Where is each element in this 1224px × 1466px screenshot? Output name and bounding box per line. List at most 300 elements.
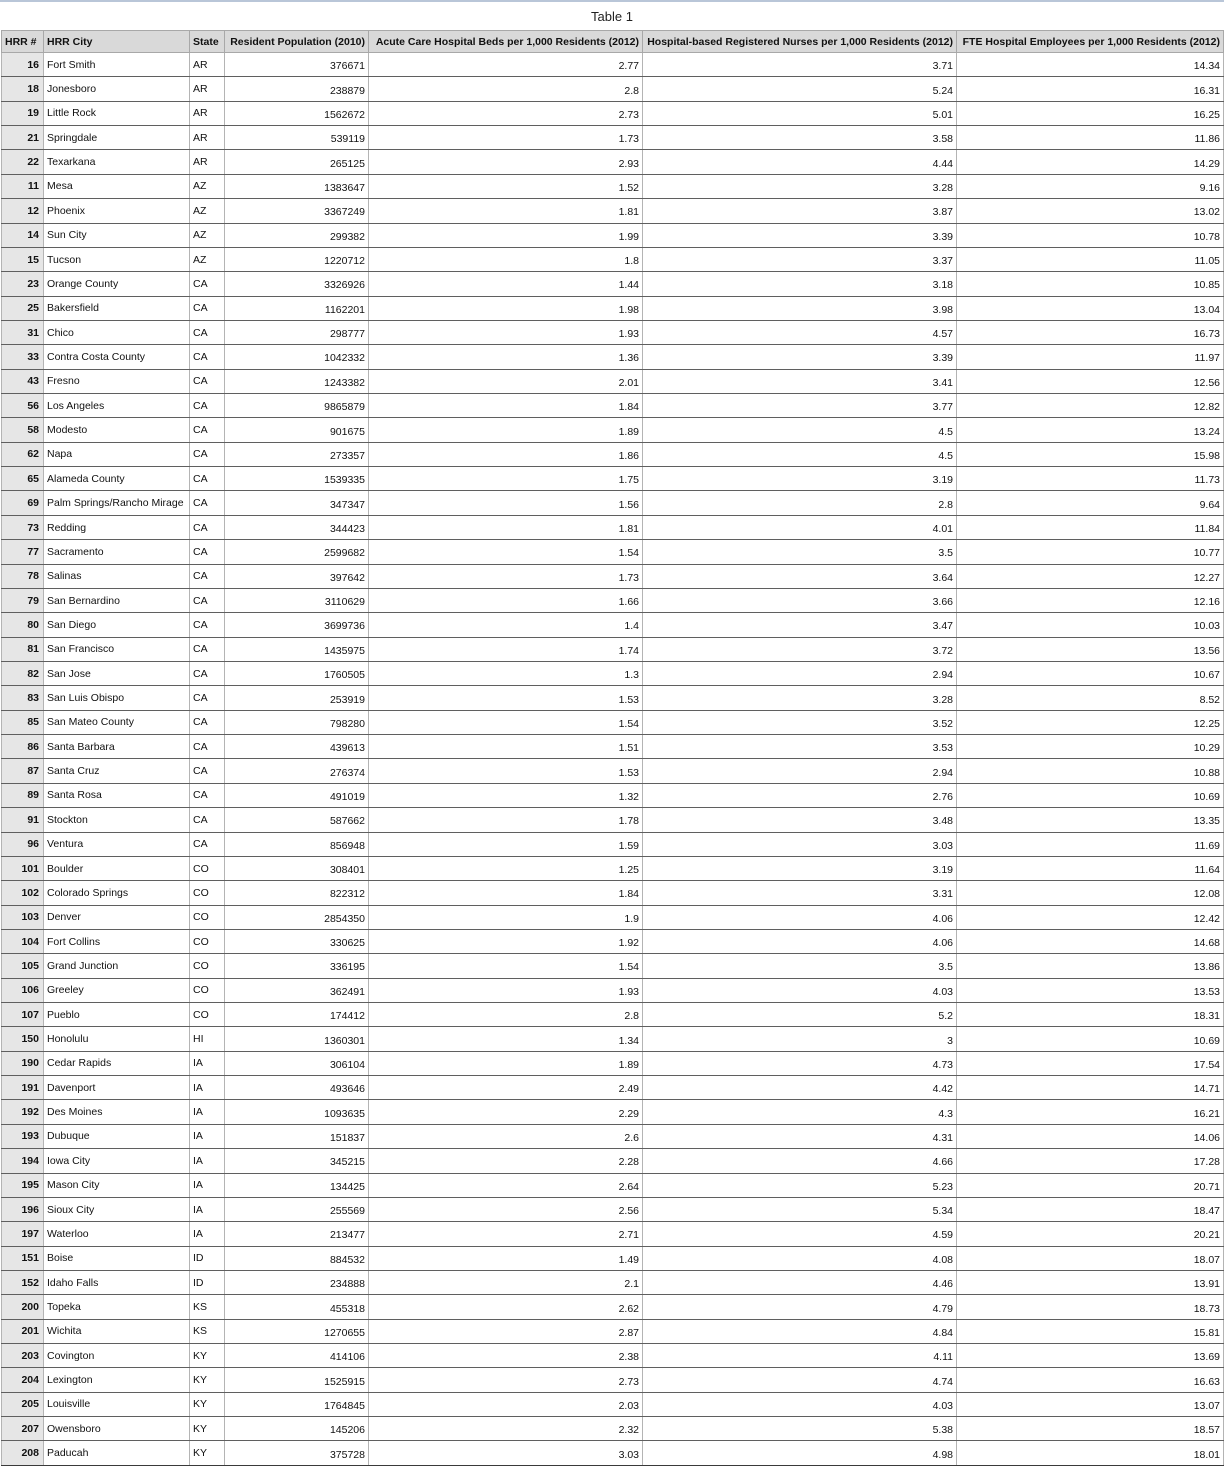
state-cell[interactable]: KY — [190, 1441, 225, 1465]
hrr-number-cell[interactable]: 208 — [2, 1441, 44, 1465]
hrr-number-cell[interactable]: 18 — [2, 77, 44, 101]
population-cell[interactable]: 1764845 — [225, 1392, 369, 1416]
hrr-number-cell[interactable]: 195 — [2, 1173, 44, 1197]
employees-cell[interactable]: 10.85 — [957, 272, 1224, 296]
beds-cell[interactable]: 1.34 — [369, 1027, 643, 1051]
col-header-hrr-number[interactable]: HRR # — [2, 31, 44, 53]
hrr-number-cell[interactable]: 58 — [2, 418, 44, 442]
employees-cell[interactable]: 15.98 — [957, 442, 1224, 466]
beds-cell[interactable]: 1.74 — [369, 637, 643, 661]
state-cell[interactable]: AR — [190, 101, 225, 125]
beds-cell[interactable]: 1.81 — [369, 515, 643, 539]
hrr-city-cell[interactable]: Mesa — [44, 174, 190, 198]
employees-cell[interactable]: 14.29 — [957, 150, 1224, 174]
employees-cell[interactable]: 9.64 — [957, 491, 1224, 515]
table-row[interactable] — [2, 1076, 1224, 1100]
state-cell[interactable]: IA — [190, 1197, 225, 1221]
beds-cell[interactable]: 1.92 — [369, 929, 643, 953]
employees-cell[interactable]: 14.34 — [957, 53, 1224, 77]
population-cell[interactable]: 238879 — [225, 77, 369, 101]
nurses-cell[interactable]: 5.34 — [643, 1197, 957, 1221]
hrr-number-cell[interactable]: 15 — [2, 247, 44, 271]
population-cell[interactable]: 3110629 — [225, 588, 369, 612]
table-row[interactable] — [2, 1124, 1224, 1148]
employees-cell[interactable]: 11.05 — [957, 247, 1224, 271]
state-cell[interactable]: CA — [190, 467, 225, 491]
hrr-number-cell[interactable]: 204 — [2, 1368, 44, 1392]
table-row[interactable] — [2, 637, 1224, 661]
nurses-cell[interactable]: 4.42 — [643, 1076, 957, 1100]
beds-cell[interactable]: 2.87 — [369, 1319, 643, 1343]
state-cell[interactable]: CO — [190, 978, 225, 1002]
beds-cell[interactable]: 1.32 — [369, 783, 643, 807]
beds-cell[interactable]: 1.73 — [369, 564, 643, 588]
population-cell[interactable]: 439613 — [225, 735, 369, 759]
hrr-number-cell[interactable]: 56 — [2, 394, 44, 418]
population-cell[interactable]: 1220712 — [225, 247, 369, 271]
nurses-cell[interactable]: 3.19 — [643, 467, 957, 491]
state-cell[interactable]: CA — [190, 515, 225, 539]
population-cell[interactable]: 1042332 — [225, 345, 369, 369]
state-cell[interactable]: CA — [190, 369, 225, 393]
state-cell[interactable]: CO — [190, 856, 225, 880]
population-cell[interactable]: 455318 — [225, 1295, 369, 1319]
col-header-hrr-city[interactable]: HRR City — [44, 31, 190, 53]
hrr-city-cell[interactable]: Lexington — [44, 1368, 190, 1392]
state-cell[interactable]: CO — [190, 881, 225, 905]
nurses-cell[interactable]: 3.37 — [643, 247, 957, 271]
employees-cell[interactable]: 13.07 — [957, 1392, 1224, 1416]
nurses-cell[interactable]: 3.66 — [643, 588, 957, 612]
nurses-cell[interactable]: 4.06 — [643, 929, 957, 953]
hrr-number-cell[interactable]: 197 — [2, 1222, 44, 1246]
beds-cell[interactable]: 1.84 — [369, 881, 643, 905]
table-row[interactable] — [2, 808, 1224, 832]
hrr-city-cell[interactable]: Des Moines — [44, 1100, 190, 1124]
population-cell[interactable]: 397642 — [225, 564, 369, 588]
hrr-number-cell[interactable]: 69 — [2, 491, 44, 515]
table-row[interactable] — [2, 905, 1224, 929]
table-row[interactable] — [2, 150, 1224, 174]
beds-cell[interactable]: 2.1 — [369, 1270, 643, 1294]
table-row[interactable] — [2, 418, 1224, 442]
table-row[interactable] — [2, 1149, 1224, 1173]
nurses-cell[interactable]: 5.38 — [643, 1417, 957, 1441]
employees-cell[interactable]: 18.57 — [957, 1417, 1224, 1441]
employees-cell[interactable]: 18.01 — [957, 1441, 1224, 1465]
nurses-cell[interactable]: 3.87 — [643, 199, 957, 223]
state-cell[interactable]: CO — [190, 954, 225, 978]
hrr-city-cell[interactable]: Cedar Rapids — [44, 1051, 190, 1075]
employees-cell[interactable]: 13.53 — [957, 978, 1224, 1002]
beds-cell[interactable]: 1.75 — [369, 467, 643, 491]
table-row[interactable] — [2, 369, 1224, 393]
nurses-cell[interactable]: 3.53 — [643, 735, 957, 759]
population-cell[interactable]: 3367249 — [225, 199, 369, 223]
table-row[interactable] — [2, 394, 1224, 418]
employees-cell[interactable]: 10.29 — [957, 735, 1224, 759]
table-row[interactable] — [2, 467, 1224, 491]
population-cell[interactable]: 1435975 — [225, 637, 369, 661]
state-cell[interactable]: CA — [190, 661, 225, 685]
hrr-city-cell[interactable]: Little Rock — [44, 101, 190, 125]
hrr-number-cell[interactable]: 22 — [2, 150, 44, 174]
population-cell[interactable]: 539119 — [225, 126, 369, 150]
hrr-city-cell[interactable]: Jonesboro — [44, 77, 190, 101]
hrr-city-cell[interactable]: San Francisco — [44, 637, 190, 661]
population-cell[interactable]: 265125 — [225, 150, 369, 174]
nurses-cell[interactable]: 5.01 — [643, 101, 957, 125]
beds-cell[interactable]: 1.89 — [369, 1051, 643, 1075]
nurses-cell[interactable]: 3.58 — [643, 126, 957, 150]
state-cell[interactable]: IA — [190, 1124, 225, 1148]
hrr-number-cell[interactable]: 89 — [2, 783, 44, 807]
beds-cell[interactable]: 1.9 — [369, 905, 643, 929]
table-row[interactable] — [2, 515, 1224, 539]
population-cell[interactable]: 822312 — [225, 881, 369, 905]
nurses-cell[interactable]: 3.64 — [643, 564, 957, 588]
hrr-city-cell[interactable]: Pueblo — [44, 1003, 190, 1027]
nurses-cell[interactable]: 4.11 — [643, 1344, 957, 1368]
table-row[interactable] — [2, 296, 1224, 320]
beds-cell[interactable]: 1.53 — [369, 759, 643, 783]
nurses-cell[interactable]: 4.79 — [643, 1295, 957, 1319]
employees-cell[interactable]: 14.71 — [957, 1076, 1224, 1100]
beds-cell[interactable]: 2.49 — [369, 1076, 643, 1100]
population-cell[interactable]: 1243382 — [225, 369, 369, 393]
hrr-number-cell[interactable]: 25 — [2, 296, 44, 320]
table-row[interactable] — [2, 320, 1224, 344]
state-cell[interactable]: CA — [190, 418, 225, 442]
state-cell[interactable]: HI — [190, 1027, 225, 1051]
beds-cell[interactable]: 2.62 — [369, 1295, 643, 1319]
employees-cell[interactable]: 10.69 — [957, 783, 1224, 807]
hrr-number-cell[interactable]: 151 — [2, 1246, 44, 1270]
hrr-city-cell[interactable]: San Bernardino — [44, 588, 190, 612]
table-row[interactable] — [2, 1270, 1224, 1294]
population-cell[interactable]: 798280 — [225, 710, 369, 734]
nurses-cell[interactable]: 4.08 — [643, 1246, 957, 1270]
hrr-city-cell[interactable]: Sioux City — [44, 1197, 190, 1221]
hrr-city-cell[interactable]: Idaho Falls — [44, 1270, 190, 1294]
hrr-number-cell[interactable]: 91 — [2, 808, 44, 832]
hrr-city-cell[interactable]: Dubuque — [44, 1124, 190, 1148]
state-cell[interactable]: KY — [190, 1417, 225, 1441]
nurses-cell[interactable]: 3.72 — [643, 637, 957, 661]
table-row[interactable] — [2, 588, 1224, 612]
beds-cell[interactable]: 1.36 — [369, 345, 643, 369]
hrr-city-cell[interactable]: Davenport — [44, 1076, 190, 1100]
population-cell[interactable]: 1562672 — [225, 101, 369, 125]
employees-cell[interactable]: 18.31 — [957, 1003, 1224, 1027]
hrr-number-cell[interactable]: 190 — [2, 1051, 44, 1075]
hrr-number-cell[interactable]: 80 — [2, 613, 44, 637]
nurses-cell[interactable]: 4.5 — [643, 442, 957, 466]
hrr-city-cell[interactable]: Boise — [44, 1246, 190, 1270]
employees-cell[interactable]: 9.16 — [957, 174, 1224, 198]
employees-cell[interactable]: 20.71 — [957, 1173, 1224, 1197]
beds-cell[interactable]: 1.52 — [369, 174, 643, 198]
table-row[interactable] — [2, 1441, 1224, 1465]
beds-cell[interactable]: 1.78 — [369, 808, 643, 832]
employees-cell[interactable]: 14.06 — [957, 1124, 1224, 1148]
hrr-city-cell[interactable]: Los Angeles — [44, 394, 190, 418]
table-row[interactable] — [2, 978, 1224, 1002]
employees-cell[interactable]: 11.97 — [957, 345, 1224, 369]
state-cell[interactable]: CA — [190, 540, 225, 564]
beds-cell[interactable]: 2.73 — [369, 101, 643, 125]
col-header-population[interactable]: Resident Population (2010) — [225, 31, 369, 53]
beds-cell[interactable]: 2.56 — [369, 1197, 643, 1221]
employees-cell[interactable]: 13.24 — [957, 418, 1224, 442]
table-row[interactable] — [2, 856, 1224, 880]
employees-cell[interactable]: 11.73 — [957, 467, 1224, 491]
population-cell[interactable]: 1093635 — [225, 1100, 369, 1124]
hrr-number-cell[interactable]: 14 — [2, 223, 44, 247]
beds-cell[interactable]: 1.89 — [369, 418, 643, 442]
population-cell[interactable]: 308401 — [225, 856, 369, 880]
state-cell[interactable]: CA — [190, 808, 225, 832]
beds-cell[interactable]: 1.44 — [369, 272, 643, 296]
state-cell[interactable]: AZ — [190, 174, 225, 198]
state-cell[interactable]: AR — [190, 53, 225, 77]
beds-cell[interactable]: 1.4 — [369, 613, 643, 637]
state-cell[interactable]: CO — [190, 1003, 225, 1027]
table-row[interactable] — [2, 1344, 1224, 1368]
population-cell[interactable]: 253919 — [225, 686, 369, 710]
population-cell[interactable]: 1539335 — [225, 467, 369, 491]
col-header-state[interactable]: State — [190, 31, 225, 53]
hrr-city-cell[interactable]: Napa — [44, 442, 190, 466]
hrr-number-cell[interactable]: 21 — [2, 126, 44, 150]
employees-cell[interactable]: 13.56 — [957, 637, 1224, 661]
employees-cell[interactable]: 10.03 — [957, 613, 1224, 637]
employees-cell[interactable]: 16.31 — [957, 77, 1224, 101]
hrr-number-cell[interactable]: 196 — [2, 1197, 44, 1221]
table-row[interactable] — [2, 101, 1224, 125]
hrr-number-cell[interactable]: 104 — [2, 929, 44, 953]
hrr-number-cell[interactable]: 87 — [2, 759, 44, 783]
state-cell[interactable]: CA — [190, 637, 225, 661]
population-cell[interactable]: 151837 — [225, 1124, 369, 1148]
nurses-cell[interactable]: 3.5 — [643, 954, 957, 978]
hrr-city-cell[interactable]: Fort Smith — [44, 53, 190, 77]
employees-cell[interactable]: 15.81 — [957, 1319, 1224, 1343]
state-cell[interactable]: IA — [190, 1100, 225, 1124]
nurses-cell[interactable]: 3.28 — [643, 174, 957, 198]
employees-cell[interactable]: 14.68 — [957, 929, 1224, 953]
nurses-cell[interactable]: 3.28 — [643, 686, 957, 710]
state-cell[interactable]: AR — [190, 150, 225, 174]
employees-cell[interactable]: 16.63 — [957, 1368, 1224, 1392]
hrr-city-cell[interactable]: Stockton — [44, 808, 190, 832]
nurses-cell[interactable]: 5.23 — [643, 1173, 957, 1197]
employees-cell[interactable]: 11.84 — [957, 515, 1224, 539]
beds-cell[interactable]: 2.64 — [369, 1173, 643, 1197]
hrr-city-cell[interactable]: Contra Costa County — [44, 345, 190, 369]
hrr-city-cell[interactable]: Colorado Springs — [44, 881, 190, 905]
nurses-cell[interactable]: 4.84 — [643, 1319, 957, 1343]
population-cell[interactable]: 174412 — [225, 1003, 369, 1027]
state-cell[interactable]: CA — [190, 710, 225, 734]
nurses-cell[interactable]: 4.98 — [643, 1441, 957, 1465]
state-cell[interactable]: CA — [190, 783, 225, 807]
population-cell[interactable]: 273357 — [225, 442, 369, 466]
employees-cell[interactable]: 16.21 — [957, 1100, 1224, 1124]
employees-cell[interactable]: 12.16 — [957, 588, 1224, 612]
beds-cell[interactable]: 1.53 — [369, 686, 643, 710]
employees-cell[interactable]: 17.54 — [957, 1051, 1224, 1075]
state-cell[interactable]: CO — [190, 905, 225, 929]
beds-cell[interactable]: 1.49 — [369, 1246, 643, 1270]
hrr-number-cell[interactable]: 194 — [2, 1149, 44, 1173]
hrr-number-cell[interactable]: 16 — [2, 53, 44, 77]
population-cell[interactable]: 375728 — [225, 1441, 369, 1465]
beds-cell[interactable]: 2.38 — [369, 1344, 643, 1368]
beds-cell[interactable]: 1.93 — [369, 978, 643, 1002]
hrr-number-cell[interactable]: 107 — [2, 1003, 44, 1027]
hrr-city-cell[interactable]: Iowa City — [44, 1149, 190, 1173]
population-cell[interactable]: 255569 — [225, 1197, 369, 1221]
beds-cell[interactable]: 2.01 — [369, 369, 643, 393]
hrr-city-cell[interactable]: Santa Rosa — [44, 783, 190, 807]
employees-cell[interactable]: 11.69 — [957, 832, 1224, 856]
table-row[interactable] — [2, 710, 1224, 734]
hrr-city-cell[interactable]: Alameda County — [44, 467, 190, 491]
hrr-number-cell[interactable]: 152 — [2, 1270, 44, 1294]
state-cell[interactable]: AZ — [190, 199, 225, 223]
hrr-city-cell[interactable]: Owensboro — [44, 1417, 190, 1441]
table-row[interactable] — [2, 1368, 1224, 1392]
population-cell[interactable]: 1162201 — [225, 296, 369, 320]
nurses-cell[interactable]: 3.03 — [643, 832, 957, 856]
table-row[interactable] — [2, 199, 1224, 223]
employees-cell[interactable]: 12.56 — [957, 369, 1224, 393]
beds-cell[interactable]: 1.54 — [369, 954, 643, 978]
nurses-cell[interactable]: 5.24 — [643, 77, 957, 101]
population-cell[interactable]: 299382 — [225, 223, 369, 247]
nurses-cell[interactable]: 3.41 — [643, 369, 957, 393]
hrr-number-cell[interactable]: 203 — [2, 1344, 44, 1368]
employees-cell[interactable]: 11.86 — [957, 126, 1224, 150]
table-row[interactable] — [2, 783, 1224, 807]
nurses-cell[interactable]: 2.76 — [643, 783, 957, 807]
population-cell[interactable]: 362491 — [225, 978, 369, 1002]
table-row[interactable] — [2, 613, 1224, 637]
state-cell[interactable]: CO — [190, 929, 225, 953]
nurses-cell[interactable]: 5.2 — [643, 1003, 957, 1027]
hrr-city-cell[interactable]: Salinas — [44, 564, 190, 588]
population-cell[interactable]: 1270655 — [225, 1319, 369, 1343]
beds-cell[interactable]: 1.66 — [369, 588, 643, 612]
beds-cell[interactable]: 2.77 — [369, 53, 643, 77]
col-header-employees[interactable]: FTE Hospital Employees per 1,000 Residents (2012) — [957, 31, 1224, 53]
beds-cell[interactable]: 2.29 — [369, 1100, 643, 1124]
state-cell[interactable]: CA — [190, 832, 225, 856]
population-cell[interactable]: 414106 — [225, 1344, 369, 1368]
hrr-number-cell[interactable]: 23 — [2, 272, 44, 296]
beds-cell[interactable]: 1.51 — [369, 735, 643, 759]
nurses-cell[interactable]: 3.39 — [643, 223, 957, 247]
hrr-number-cell[interactable]: 191 — [2, 1076, 44, 1100]
state-cell[interactable]: CA — [190, 613, 225, 637]
table-row[interactable] — [2, 1051, 1224, 1075]
population-cell[interactable]: 1760505 — [225, 661, 369, 685]
hrr-city-cell[interactable]: Orange County — [44, 272, 190, 296]
table-row[interactable] — [2, 1417, 1224, 1441]
employees-cell[interactable]: 18.47 — [957, 1197, 1224, 1221]
beds-cell[interactable]: 2.93 — [369, 150, 643, 174]
table-row[interactable] — [2, 1392, 1224, 1416]
hrr-number-cell[interactable]: 82 — [2, 661, 44, 685]
employees-cell[interactable]: 8.52 — [957, 686, 1224, 710]
employees-cell[interactable]: 10.88 — [957, 759, 1224, 783]
table-row[interactable] — [2, 126, 1224, 150]
hrr-city-cell[interactable]: Bakersfield — [44, 296, 190, 320]
hrr-city-cell[interactable]: Springdale — [44, 126, 190, 150]
hrr-city-cell[interactable]: Boulder — [44, 856, 190, 880]
hrr-number-cell[interactable]: 96 — [2, 832, 44, 856]
nurses-cell[interactable]: 2.94 — [643, 661, 957, 685]
table-row[interactable] — [2, 174, 1224, 198]
state-cell[interactable]: KS — [190, 1295, 225, 1319]
hrr-number-cell[interactable]: 85 — [2, 710, 44, 734]
employees-cell[interactable]: 18.07 — [957, 1246, 1224, 1270]
table-row[interactable] — [2, 540, 1224, 564]
table-row[interactable] — [2, 661, 1224, 685]
hrr-city-cell[interactable]: Modesto — [44, 418, 190, 442]
beds-cell[interactable]: 1.84 — [369, 394, 643, 418]
population-cell[interactable]: 276374 — [225, 759, 369, 783]
population-cell[interactable]: 1383647 — [225, 174, 369, 198]
employees-cell[interactable]: 13.69 — [957, 1344, 1224, 1368]
hrr-number-cell[interactable]: 43 — [2, 369, 44, 393]
nurses-cell[interactable]: 4.73 — [643, 1051, 957, 1075]
hrr-city-cell[interactable]: Greeley — [44, 978, 190, 1002]
state-cell[interactable]: CA — [190, 491, 225, 515]
hrr-city-cell[interactable]: Fort Collins — [44, 929, 190, 953]
nurses-cell[interactable]: 2.94 — [643, 759, 957, 783]
population-cell[interactable]: 3699736 — [225, 613, 369, 637]
population-cell[interactable]: 1525915 — [225, 1368, 369, 1392]
hrr-city-cell[interactable]: San Jose — [44, 661, 190, 685]
hrr-number-cell[interactable]: 83 — [2, 686, 44, 710]
population-cell[interactable]: 345215 — [225, 1149, 369, 1173]
hrr-number-cell[interactable]: 81 — [2, 637, 44, 661]
beds-cell[interactable]: 2.8 — [369, 1003, 643, 1027]
hrr-number-cell[interactable]: 105 — [2, 954, 44, 978]
table-row[interactable] — [2, 223, 1224, 247]
hrr-number-cell[interactable]: 86 — [2, 735, 44, 759]
employees-cell[interactable]: 16.73 — [957, 320, 1224, 344]
hrr-city-cell[interactable]: Texarkana — [44, 150, 190, 174]
beds-cell[interactable]: 1.98 — [369, 296, 643, 320]
state-cell[interactable]: AZ — [190, 247, 225, 271]
beds-cell[interactable]: 1.8 — [369, 247, 643, 271]
employees-cell[interactable]: 20.21 — [957, 1222, 1224, 1246]
employees-cell[interactable]: 16.25 — [957, 101, 1224, 125]
hrr-city-cell[interactable]: Denver — [44, 905, 190, 929]
population-cell[interactable]: 145206 — [225, 1417, 369, 1441]
employees-cell[interactable]: 12.27 — [957, 564, 1224, 588]
hrr-number-cell[interactable]: 201 — [2, 1319, 44, 1343]
employees-cell[interactable]: 18.73 — [957, 1295, 1224, 1319]
hrr-number-cell[interactable]: 193 — [2, 1124, 44, 1148]
hrr-number-cell[interactable]: 19 — [2, 101, 44, 125]
employees-cell[interactable]: 12.82 — [957, 394, 1224, 418]
hrr-number-cell[interactable]: 73 — [2, 515, 44, 539]
col-header-nurses[interactable]: Hospital-based Registered Nurses per 1,000 Residents (2012) — [643, 31, 957, 53]
